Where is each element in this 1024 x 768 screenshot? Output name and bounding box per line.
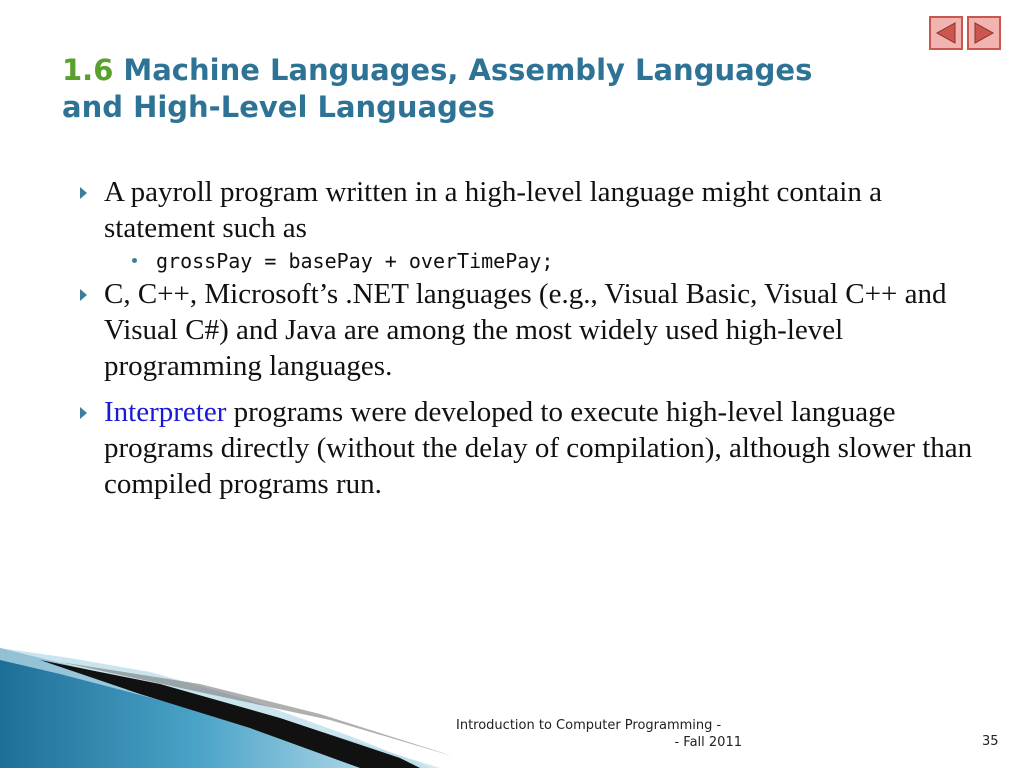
bullet-arrow-icon	[80, 289, 87, 301]
code-statement: grossPay = basePay + overTimePay;	[156, 249, 554, 273]
next-slide-button[interactable]	[967, 16, 1001, 50]
title-number: 1.6	[62, 53, 114, 87]
prev-slide-button[interactable]	[929, 16, 963, 50]
title-line-1: Machine Languages, Assembly Languages	[123, 53, 813, 87]
next-slide-icon	[971, 20, 997, 46]
page-number: 35	[982, 734, 999, 749]
footer-line-1: Introduction to Computer Programming -	[456, 718, 722, 733]
title-line-2: and High-Level Languages	[62, 90, 495, 124]
footer-swoosh-decoration	[0, 640, 460, 768]
bullet-arrow-icon	[80, 407, 87, 419]
bullet-text: C, C++, Microsoft’s .NET languages (e.g., Visual Basic, Visual C++ and Visual C#) and Java are among the most widely used high-level programming languages.	[104, 278, 947, 382]
bullet-item	[74, 394, 974, 502]
bullet-item	[74, 174, 974, 246]
slide-navigation	[929, 16, 1001, 50]
sub-bullet-dot-icon	[132, 258, 137, 263]
sub-bullet-item	[130, 246, 974, 276]
prev-slide-icon	[933, 20, 959, 46]
slide-content	[74, 174, 974, 502]
bullet-arrow-icon	[80, 187, 87, 199]
slide-title	[62, 52, 812, 126]
interpreter-term: Interpreter	[104, 396, 227, 428]
bullet-text: programs were developed to execute high-level language programs directly (without the delay of compilation), although slower than compiled programs run.	[104, 396, 973, 500]
footer-course-info	[456, 717, 746, 751]
footer-line-2: - Fall 2011	[674, 735, 742, 750]
bullet-text: A payroll program written in a high-level language might contain a statement such as	[104, 176, 882, 244]
bullet-item	[74, 276, 974, 384]
